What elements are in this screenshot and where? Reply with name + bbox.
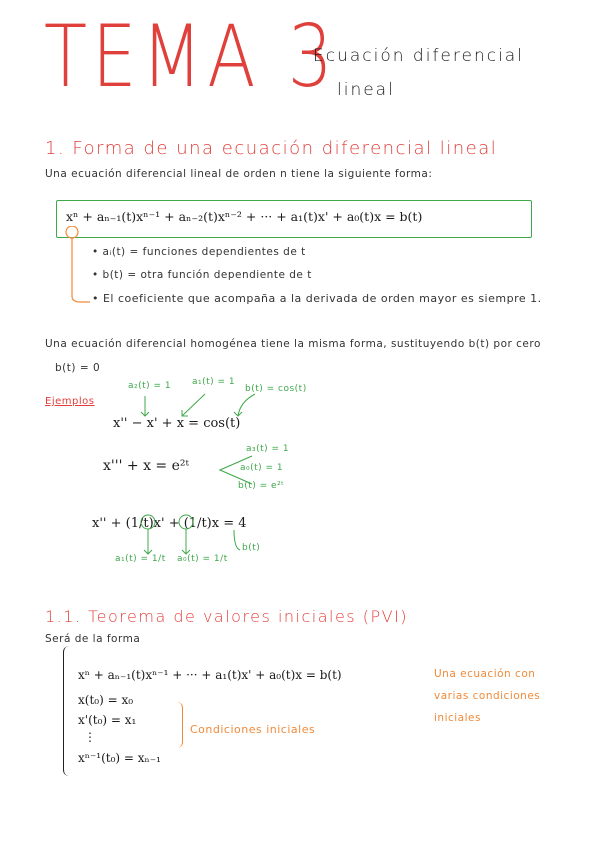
initial-condition-1: x'(t₀) = x₁ [78,713,137,727]
general-equation: xⁿ + aₙ₋₁(t)xⁿ⁻¹ + aₙ₋₂(t)xⁿ⁻² + ··· + a₁(t)x' + a₀(t)x = b(t) [66,209,423,224]
initial-condition-0: x(t₀) = x₀ [78,693,134,707]
subtitle-line-2: lineal [337,80,395,100]
ex1-ann-a1: a₁(t) = 1 [192,377,236,387]
ex3-ann-b: b(t) [242,543,261,553]
ex3-ann-a0: a₀(t) = 1/t [177,554,228,564]
ex2-ann-b: b(t) = e²ᵗ [238,481,285,491]
ex1-equation: x'' − x' + x = cos(t) [113,416,241,431]
homogeneous-line-2: b(t) = 0 [55,362,101,374]
conditions-brace [176,702,183,748]
system-brace [63,646,72,776]
ex3-equation: x'' + (1/t)x' + (1/t)x = 4 [92,516,247,531]
examples-label: Ejemplos [45,396,95,407]
section-11-title: 1.1. Teorema de valores iniciales (PVI) [45,607,409,626]
section-11-intro: Será de la forma [45,633,141,645]
note-bt: • b(t) = otra función dependiente de t [92,269,312,281]
ex2-equation: x''' + x = e²ᵗ [103,458,189,474]
ex2-ann-a0: a₀(t) = 1 [240,463,284,473]
conditions-label: Condiciones iniciales [190,723,316,736]
side-note-line-3: iniciales [434,712,481,724]
ex3-ann-a1: a₁(t) = 1/t [115,554,166,564]
side-note-line-1: Una ecuación con [434,668,536,680]
note-ai: • aᵢ(t) = funciones dependientes de t [92,246,306,258]
initial-condition-n: xⁿ⁻¹(t₀) = xₙ₋₁ [78,751,161,765]
homogeneous-line-1: Una ecuación diferencial homogénea tiene la misma forma, sustituyendo b(t) por cero [45,338,541,350]
page-title: TEMA 3 [44,7,338,107]
system-ellipsis: ⋮ [84,730,96,744]
ex2-ann-a3: a₃(t) = 1 [246,444,290,454]
section-1-title: 1. Forma de una ecuación diferencial lineal [45,138,498,159]
note-coefficient: • El coeficiente que acompaña a la derivada de orden mayor es siempre 1. [92,292,542,305]
side-note-line-2: varias condiciones [434,690,541,702]
ex1-ann-a2: a₂(t) = 1 [128,381,172,391]
system-equation: xⁿ + aₙ₋₁(t)xⁿ⁻¹ + ··· + a₁(t)x' + a₀(t)x = b(t) [78,668,342,682]
orange-connector [62,226,92,306]
section-1-intro: Una ecuación diferencial lineal de orden n tiene la siguiente forma: [45,168,433,180]
subtitle-line-1: Ecuación diferencial [313,46,524,66]
ex1-ann-b: b(t) = cos(t) [245,384,307,394]
